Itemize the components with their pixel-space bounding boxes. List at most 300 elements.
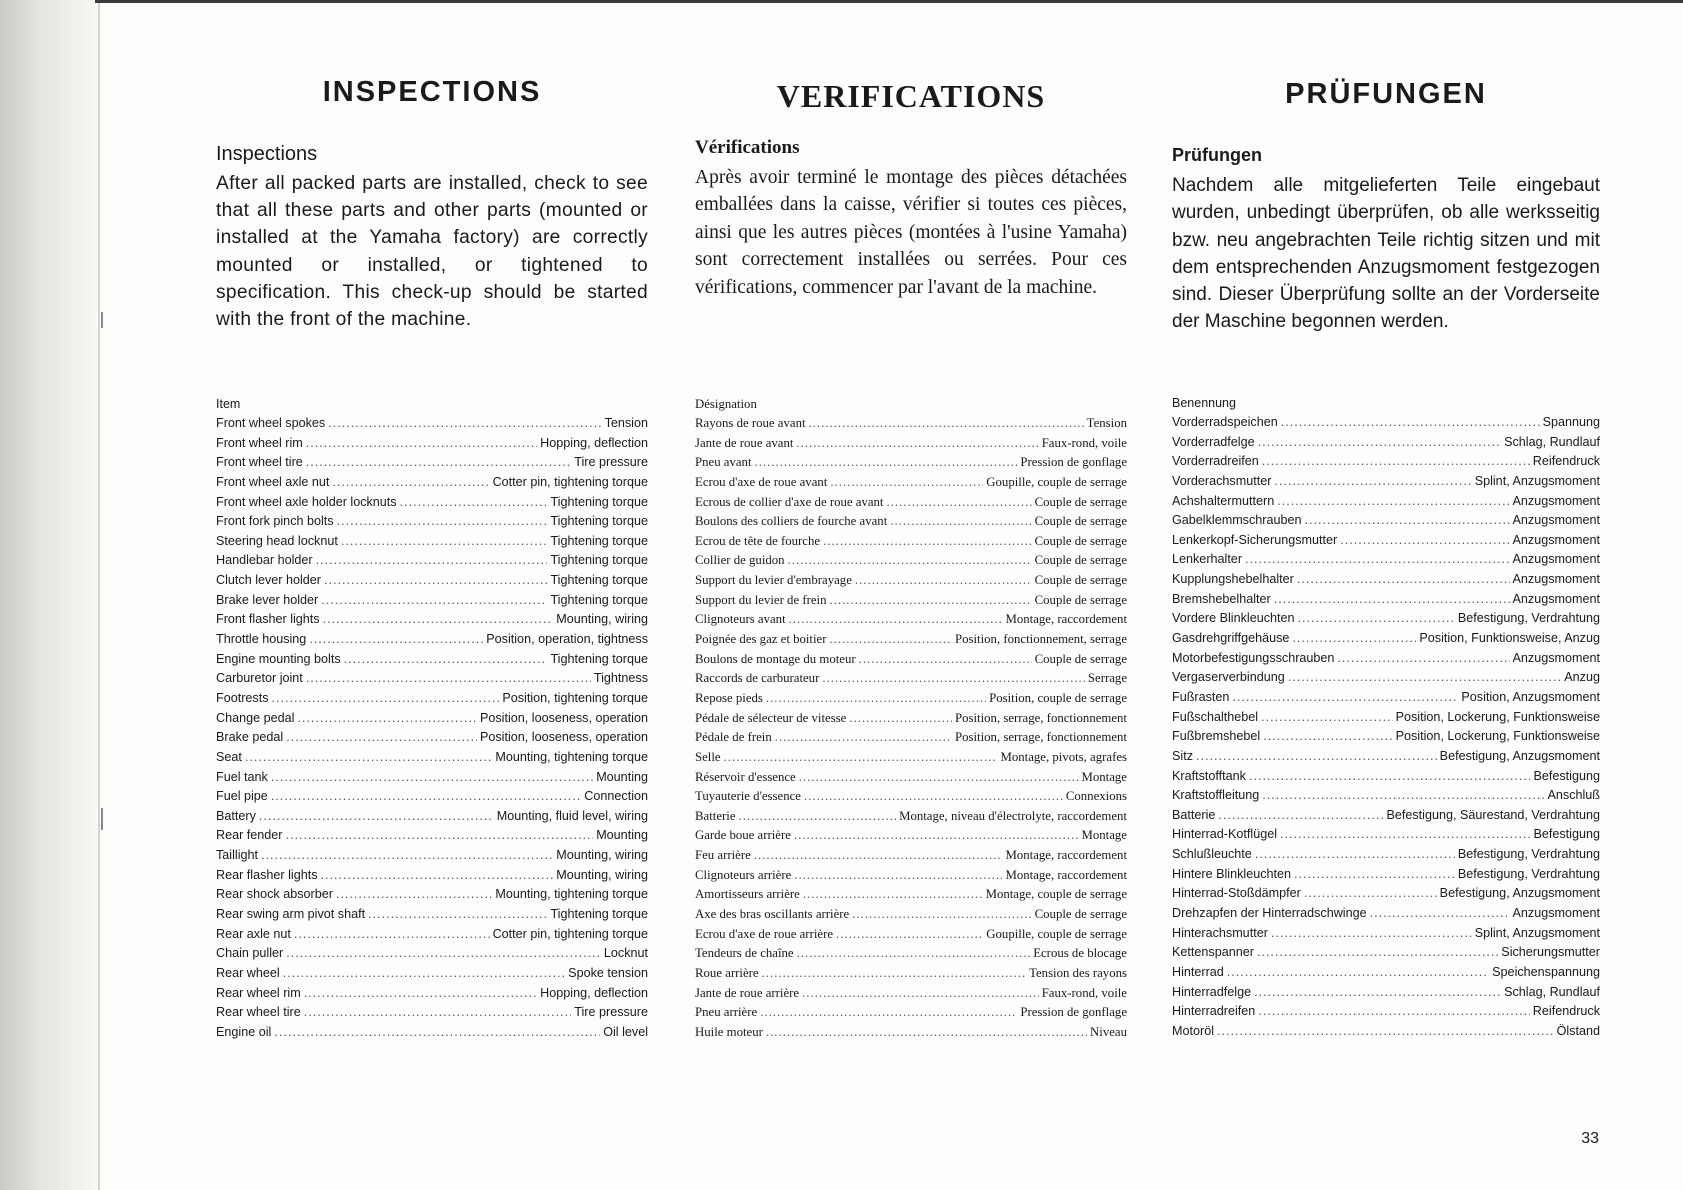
row-check: Position, looseness, operation (479, 730, 648, 745)
dot-leader (1258, 433, 1501, 453)
table-row (1172, 433, 1600, 453)
dot-leader (794, 826, 1079, 846)
row-item: Seat (216, 749, 242, 764)
row-item: Engine mounting bolts (216, 651, 341, 666)
row-item: Amortisseurs arrière (695, 887, 800, 902)
row-check: Spoke tension (568, 965, 648, 980)
table-row (695, 512, 1127, 532)
dot-leader (1255, 845, 1455, 865)
row-check: Cotter pin, tightening torque (492, 474, 648, 489)
row-check: Anzugsmoment (1512, 513, 1600, 528)
table-row (1172, 688, 1600, 708)
dot-leader (797, 944, 1031, 964)
row-check: Goupille, couple de serrage (986, 474, 1127, 489)
row-item: Vorderradfelge (1172, 434, 1255, 449)
dot-leader (804, 787, 1063, 807)
table-row (216, 532, 648, 552)
row-check: Anzug (1564, 670, 1600, 685)
dot-leader (788, 551, 1032, 571)
row-check: Splint, Anzugsmoment (1474, 473, 1600, 488)
table-row (695, 1023, 1127, 1043)
dot-leader (1257, 943, 1498, 963)
row-item: Footrests (216, 690, 269, 705)
row-check: Mounting, tightening torque (495, 887, 648, 902)
row-check: Position, serrage, fonctionnement (954, 730, 1127, 745)
table-row (1172, 963, 1600, 983)
row-item: Change pedal (216, 710, 295, 725)
row-check: Anzugsmoment (1512, 591, 1600, 606)
table-row (1172, 904, 1600, 924)
row-item: Fußschalthebel (1172, 709, 1259, 724)
row-item: Drehzapfen der Hinterradschwinge (1172, 906, 1367, 921)
table-row (695, 453, 1127, 473)
row-check: Couple de serrage (1034, 907, 1127, 922)
row-item: Kraftstofftank (1172, 768, 1246, 783)
row-item: Hinterrad (1172, 964, 1224, 979)
table-row (1172, 649, 1600, 669)
dot-leader (829, 630, 952, 650)
row-item: Support du levier de frein (695, 592, 827, 607)
row-item: Gabelklemmschrauben (1172, 513, 1302, 528)
table-row (216, 650, 648, 670)
row-item: Front wheel axle nut (216, 474, 330, 489)
row-check: Couple de serrage (1034, 494, 1127, 509)
table-row (216, 591, 648, 611)
table-row (216, 807, 648, 827)
dot-leader (1274, 472, 1471, 492)
dot-leader (245, 748, 492, 768)
table-row (695, 709, 1127, 729)
table-row (216, 964, 648, 984)
row-item: Battery (216, 808, 256, 823)
table-row (695, 669, 1127, 689)
row-item: Rear wheel rim (216, 985, 301, 1000)
row-item: Pédale de frein (695, 730, 772, 745)
row-check: Hopping, deflection (540, 435, 648, 450)
table-row (216, 434, 648, 454)
dot-leader (328, 414, 601, 434)
row-item: Pneu arrière (695, 1005, 758, 1020)
row-item: Selle (695, 749, 721, 764)
table-row (1172, 550, 1600, 570)
dot-leader (775, 728, 952, 748)
table-row (1172, 531, 1600, 551)
dot-leader (766, 689, 986, 709)
row-check: Anzugsmoment (1512, 532, 1600, 547)
table-row (695, 434, 1127, 454)
dot-leader (766, 1023, 1087, 1043)
row-check: Tension (604, 416, 648, 430)
row-check: Couple de serrage (1034, 592, 1127, 607)
dot-leader (1304, 884, 1437, 904)
dot-leader (1217, 1022, 1554, 1042)
french-table-header: Désignation (695, 397, 757, 411)
row-check: Mounting (596, 769, 648, 784)
row-item: Steering head locknut (216, 533, 338, 548)
row-item: Motorbefestigungsschrauben (1172, 650, 1335, 665)
dot-leader (316, 551, 548, 571)
table-row (216, 512, 648, 532)
dot-leader (822, 669, 1085, 689)
table-row (1172, 884, 1600, 904)
dot-leader (1277, 492, 1509, 512)
row-item: Vergaserverbindung (1172, 670, 1285, 685)
row-check: Tightness (593, 671, 648, 686)
row-check: Tightening torque (550, 592, 648, 607)
row-check: Tension (1086, 416, 1127, 430)
table-row (1172, 865, 1600, 885)
german-table-header: Benennung (1172, 396, 1236, 410)
table-row (216, 944, 648, 964)
french-table-rows (695, 414, 1127, 1043)
row-check: Tire pressure (574, 1005, 648, 1020)
table-row (216, 414, 648, 434)
german-inspection-table (1172, 394, 1600, 1042)
table-row (216, 984, 648, 1004)
french-subheading: Vérifications (695, 137, 800, 158)
row-item: Lenkerkopf-Sicherungsmutter (1172, 532, 1338, 547)
row-item: Réservoir d'essence (695, 769, 796, 784)
row-check: Befestigung (1533, 827, 1600, 842)
dot-leader (830, 473, 983, 493)
dot-leader (1298, 609, 1455, 629)
row-item: Sitz (1172, 748, 1193, 763)
row-item: Bremshebelhalter (1172, 591, 1271, 606)
row-check: Position, tightening torque (502, 690, 648, 705)
dot-leader (1261, 708, 1392, 728)
table-row (1172, 590, 1600, 610)
english-paragraph: After all packed parts are installed, check to see that all these parts and other parts (mounted or installed at the Yamaha factory) are correctly mounted or installed, or tightened to specification. This check-up should be started with the front of the machine. (216, 173, 648, 331)
french-paragraph: Après avoir terminé le montage des pièces détachées emballées dans la caisse, vérifier si toutes ces pièces, ainsi que les autres pièces (montées à l'usine Yamaha) sont correctement installées ou serrées. Pour ces vérifications, commencer par l'avant de la machine. (695, 167, 1127, 298)
table-row (216, 866, 648, 886)
dot-leader (286, 826, 594, 846)
dot-leader (762, 964, 1026, 984)
dot-leader (321, 866, 554, 886)
dot-leader (855, 571, 1032, 591)
dot-leader (341, 532, 548, 552)
row-item: Hinterradfelge (1172, 984, 1252, 999)
row-check: Goupille, couple de serrage (986, 926, 1127, 941)
row-check: Connexions (1065, 789, 1127, 804)
row-check: Tightening torque (550, 533, 648, 548)
row-item: Ecrou d'axe de roue avant (695, 474, 828, 489)
table-row (216, 630, 648, 650)
row-item: Feu arrière (695, 848, 751, 863)
row-check: Montage, niveau d'électrolyte, raccordement (899, 808, 1127, 823)
dot-leader (890, 512, 1031, 532)
german-subheading: Prüfungen (1172, 145, 1262, 165)
row-item: Rear shock absorber (216, 887, 333, 902)
row-item: Rear wheel tire (216, 1005, 301, 1020)
row-check: Spannung (1542, 415, 1600, 429)
table-row (1172, 924, 1600, 944)
row-item: Tendeurs de chaîne (695, 946, 794, 961)
row-item: Kraftstoffleitung (1172, 788, 1260, 803)
table-row (1172, 943, 1600, 963)
table-row (1172, 452, 1600, 472)
table-row (695, 650, 1127, 670)
dot-leader (1292, 629, 1416, 649)
dot-leader (1271, 924, 1472, 944)
row-check: Oil level (603, 1024, 648, 1039)
dot-leader (259, 807, 494, 827)
row-check: Tightening torque (550, 573, 648, 588)
scan-speck (101, 312, 103, 328)
row-check: Befestigung, Anzugsmoment (1439, 748, 1600, 763)
row-item: Ecrou d'axe de roue arrière (695, 926, 834, 941)
row-check: Befestigung, Verdrahtung (1457, 866, 1600, 881)
row-item: Rear axle nut (216, 926, 291, 941)
table-row (695, 846, 1127, 866)
dot-leader (1337, 649, 1509, 669)
english-table-header: Item (216, 397, 241, 411)
row-check: Position, Anzugsmoment (1461, 689, 1600, 704)
dot-leader (1232, 688, 1458, 708)
table-row (695, 414, 1127, 434)
row-check: Couple de serrage (1034, 651, 1127, 666)
dot-leader (836, 925, 983, 945)
page-number: 33 (1581, 1130, 1599, 1147)
row-item: Front wheel axle holder locknuts (216, 494, 397, 509)
row-item: Chain puller (216, 946, 284, 961)
row-item: Vorderradspeichen (1172, 415, 1278, 429)
dot-leader (739, 807, 897, 827)
row-item: Engine oil (216, 1024, 272, 1039)
table-row (695, 1003, 1127, 1023)
row-check: Befestigung, Säurestand, Verdrahtung (1386, 807, 1600, 822)
top-rule (95, 0, 1683, 3)
row-item: Handlebar holder (216, 553, 313, 568)
row-check: Faux-rond, voile (1041, 435, 1127, 450)
dot-leader (1280, 825, 1530, 845)
table-row (1172, 668, 1600, 688)
row-check: Reifendruck (1532, 1004, 1600, 1019)
table-row (1172, 708, 1600, 728)
row-check: Befestigung (1533, 768, 1600, 783)
row-check: Niveau (1090, 1024, 1127, 1039)
table-row (1172, 767, 1600, 787)
table-row (216, 787, 648, 807)
table-row (216, 571, 648, 591)
dot-leader (852, 905, 1031, 925)
dot-leader (297, 709, 477, 729)
dot-leader (309, 630, 483, 650)
dot-leader (271, 768, 593, 788)
row-check: Position, serrage, fonctionnement (954, 710, 1127, 725)
table-row (216, 669, 648, 689)
row-check: Montage, couple de serrage (985, 887, 1127, 902)
table-row (216, 551, 648, 571)
row-check: Anzugsmoment (1512, 650, 1600, 665)
dot-leader (1305, 511, 1510, 531)
row-item: Kupplungshebelhalter (1172, 572, 1294, 587)
dot-leader (794, 866, 1002, 886)
row-check: Anzugsmoment (1512, 572, 1600, 587)
row-item: Hinterrad-Kotflügel (1172, 827, 1277, 842)
dot-leader (1340, 531, 1509, 551)
german-title: PRÜFUNGEN (1285, 78, 1487, 110)
row-check: Reifendruck (1532, 454, 1600, 469)
table-row (216, 709, 648, 729)
dot-leader (830, 591, 1032, 611)
table-row (216, 610, 648, 630)
english-subheading: Inspections (216, 143, 318, 165)
table-row (216, 925, 648, 945)
row-check: Mounting, fluid level, wiring (496, 808, 648, 823)
row-check: Mounting, wiring (556, 848, 648, 863)
table-row (695, 571, 1127, 591)
dot-leader (1297, 570, 1510, 590)
table-row (695, 944, 1127, 964)
dot-leader (304, 1003, 572, 1023)
table-row (695, 551, 1127, 571)
row-item: Achshaltermuttern (1172, 493, 1275, 508)
row-check: Montage (1081, 828, 1127, 843)
row-item: Hinterradreifen (1172, 1004, 1256, 1019)
row-check: Anschluß (1547, 788, 1600, 803)
table-row (695, 866, 1127, 886)
dot-leader (294, 925, 490, 945)
dot-leader (809, 414, 1084, 434)
row-check: Cotter pin, tightening torque (492, 926, 648, 941)
german-paragraph: Nachdem alle mitgelieferten Teile eingebaut wurden, unbedingt überprüfen, ob alle werksseitig bzw. neu angebrachten Teile richtig sitzen und mit dem entsprechenden Anzugsmoment festgezogen sind. Dieser Überprüfung sollte an der Vorderseite der Maschine begonnen werden. (1172, 175, 1600, 333)
row-check: Pression de gonflage (1020, 1005, 1127, 1020)
row-check: Position, operation, tightness (486, 632, 648, 647)
table-row (216, 768, 648, 788)
row-item: Collier de guidon (695, 553, 785, 568)
row-check: Splint, Anzugsmoment (1474, 925, 1600, 940)
row-check: Schlag, Rundlauf (1504, 984, 1600, 999)
table-row (695, 748, 1127, 768)
dot-leader (400, 493, 548, 513)
row-check: Befestigung, Verdrahtung (1457, 847, 1600, 862)
row-item: Fuel pipe (216, 789, 268, 804)
dot-leader (261, 846, 553, 866)
row-item: Clutch lever holder (216, 573, 321, 588)
dot-leader (1294, 865, 1455, 885)
dot-leader (272, 689, 500, 709)
row-item: Batterie (695, 808, 736, 823)
dot-leader (304, 984, 537, 1004)
table-row (695, 905, 1127, 925)
dot-leader (286, 944, 601, 964)
row-item: Fuel tank (216, 769, 268, 784)
dot-leader (368, 905, 547, 925)
table-row (216, 905, 648, 925)
row-item: Support du levier d'embrayage (695, 573, 852, 588)
row-check: Position, Funktionsweise, Anzug (1419, 631, 1600, 646)
row-item: Poignée des gaz et boitier (695, 632, 827, 647)
row-check: Montage, raccordement (1005, 848, 1127, 863)
dot-leader (306, 434, 537, 454)
table-row (216, 728, 648, 748)
page-binding-line (98, 0, 100, 1190)
row-item: Jante de roue arrière (695, 985, 800, 1000)
table-row (695, 630, 1127, 650)
row-item: Lenkerhalter (1172, 552, 1243, 567)
table-row (216, 493, 648, 513)
table-row (1172, 727, 1600, 747)
table-row (695, 984, 1127, 1004)
table-row (695, 964, 1127, 984)
row-check: Serrage (1087, 671, 1127, 686)
table-row (695, 768, 1127, 788)
dot-leader (1262, 786, 1544, 806)
row-item: Fußrasten (1172, 689, 1230, 704)
dot-leader (336, 885, 492, 905)
row-item: Kettenspanner (1172, 945, 1254, 960)
row-item: Hinterachsmutter (1172, 925, 1268, 940)
scan-speck (101, 808, 103, 830)
row-item: Jante de roue avant (695, 435, 794, 450)
row-item: Motoröl (1172, 1023, 1214, 1038)
row-check: Tire pressure (574, 455, 648, 470)
row-item: Gasdrehgriffgehäuse (1172, 631, 1290, 646)
row-item: Brake lever holder (216, 592, 319, 607)
table-row (1172, 983, 1600, 1003)
dot-leader (306, 669, 591, 689)
row-item: Axe des bras oscillants arrière (695, 907, 850, 922)
dot-leader (1281, 413, 1540, 433)
row-item: Raccords de carburateur (695, 671, 820, 686)
table-row (695, 787, 1127, 807)
table-row (695, 728, 1127, 748)
table-row (695, 591, 1127, 611)
table-row (216, 689, 648, 709)
table-row (1172, 609, 1600, 629)
dot-leader (796, 434, 1038, 454)
row-item: Rear wheel (216, 965, 280, 980)
english-table-rows (216, 414, 648, 1043)
table-row (1172, 492, 1600, 512)
row-item: Front wheel tire (216, 455, 303, 470)
dot-leader (724, 748, 998, 768)
dot-leader (286, 728, 477, 748)
row-item: Clignoteurs arrière (695, 867, 792, 882)
dot-leader (1227, 963, 1489, 983)
row-item: Boulons des colliers de fourche avant (695, 514, 888, 529)
row-item: Pédale de sélecteur de vitesse (695, 710, 847, 725)
row-item: Batterie (1172, 807, 1216, 822)
row-item: Pneu avant (695, 455, 752, 470)
row-check: Sicherungsmutter (1501, 945, 1600, 960)
table-row (1172, 1022, 1600, 1042)
row-item: Rear fender (216, 828, 283, 843)
table-row (1172, 1002, 1600, 1022)
dot-leader (755, 453, 1018, 473)
english-title: INSPECTIONS (322, 76, 542, 108)
row-item: Tuyauterie d'essence (695, 789, 801, 804)
row-check: Position, looseness, operation (479, 710, 648, 725)
table-row (1172, 413, 1600, 433)
row-check: Tightening torque (550, 514, 648, 529)
table-row (1172, 511, 1600, 531)
dot-leader (323, 610, 554, 630)
dot-leader (1263, 727, 1392, 747)
table-row (695, 689, 1127, 709)
row-item: Front wheel rim (216, 435, 303, 450)
french-title: VERIFICATIONS (776, 78, 1046, 114)
table-row (1172, 806, 1600, 826)
row-check: Faux-rond, voile (1041, 985, 1127, 1000)
table-row (1172, 845, 1600, 865)
table-row (216, 1023, 648, 1043)
dot-leader (1245, 550, 1509, 570)
row-item: Schlußleuchte (1172, 847, 1252, 862)
row-check: Mounting, wiring (556, 867, 648, 882)
table-row (1172, 747, 1600, 767)
dot-leader (283, 964, 565, 984)
